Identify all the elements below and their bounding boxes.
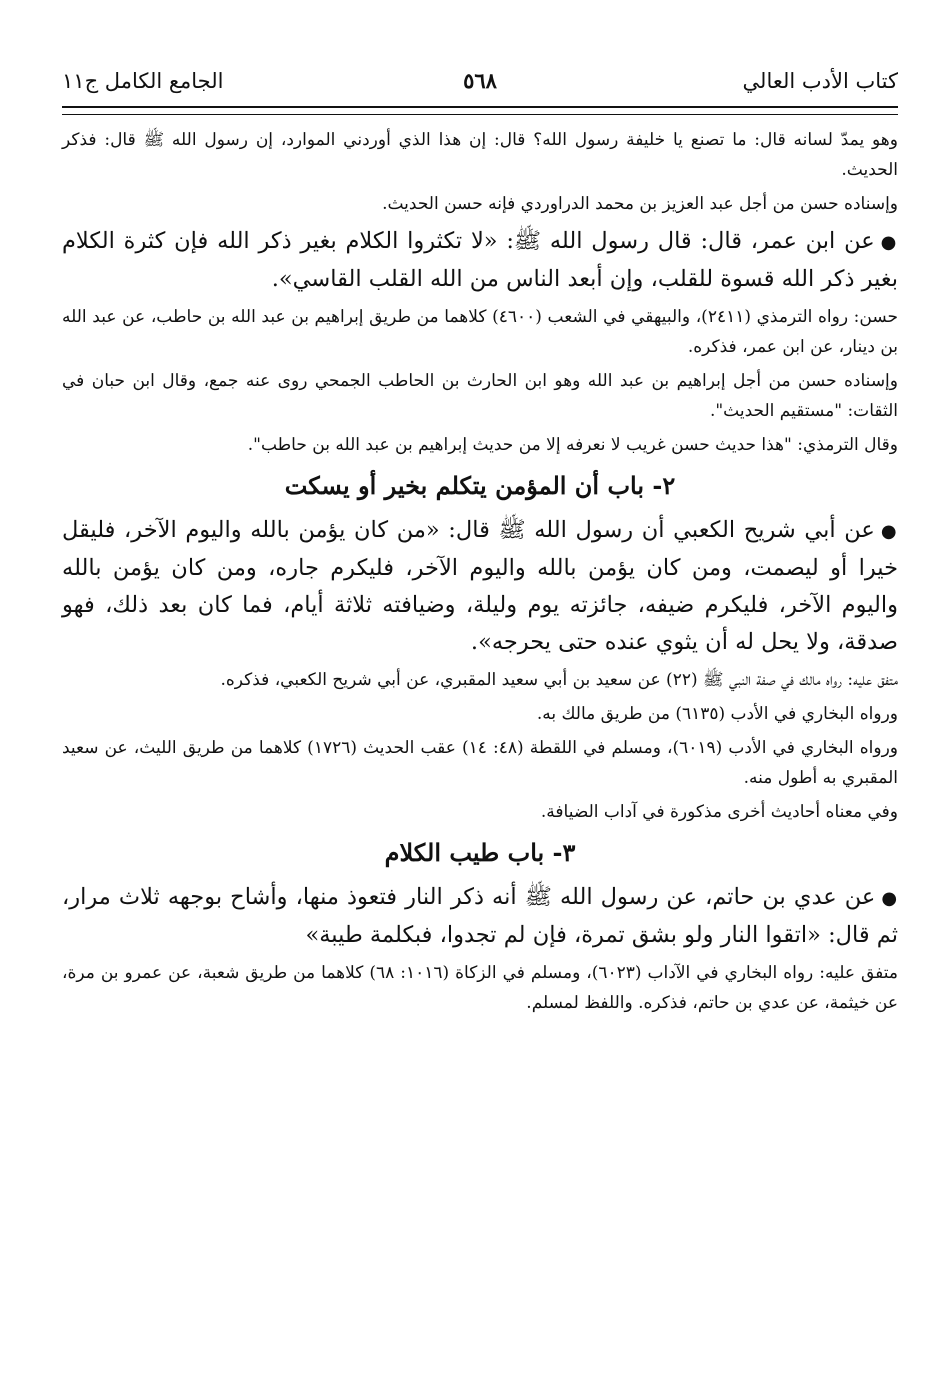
series-title: الجامع الكامل ج١١ — [62, 69, 224, 93]
commentary-paragraph: وهو يمدّ لسانه قال: ما تصنع يا خليفة رسول الله؟ قال: إن هذا الذي أوردني الموارد، إن رسول الله ﷺ قال: فذكر الحديث. — [62, 130, 898, 180]
hadith-paragraph — [62, 879, 898, 954]
hadith-paragraph — [62, 512, 898, 661]
hadith-text: عن أبي شريح الكعبي أن رسول الله ﷺ قال: «من كان يؤمن بالله واليوم الآخر، فليقل خيرا أو ليصمت، ومن كان يؤمن بالله واليوم الآخر، فليكرم جاره، ومن كان يؤمن بالله واليوم الآخر، فليكرم ضيفه، جائزته يوم وليلة، وضيافته ثلاثة أيام، فما كان بعد ذلك، فهو صدقة، ولا يحل له أن يثوي عنده حتى يحرجه». — [62, 517, 898, 655]
hadith-paragraph — [62, 223, 898, 298]
page-content — [62, 125, 898, 1018]
commentary-paragraph: وقال الترمذي: "هذا حديث حسن غريب لا نعرفه إلا من حديث إبراهيم بن عبد الله بن حاطب". — [247, 435, 898, 455]
page-number: ٥٦٨ — [463, 68, 497, 93]
commentary-paragraph: متفق عليه: رواه البخاري في الآداب (٦٠٢٣)، ومسلم في الزكاة (١٠١٦: ٦٨) كلاهما من طريق شعبة، عن عمرو بن مرة، عن خيثمة، عن عدي بن حاتم، فذكره. واللفظ لمسلم. — [62, 963, 898, 1013]
chapter-heading: ٣- باب طيب الكلام — [384, 838, 576, 867]
commentary-paragraph: وإسناده حسن من أجل إبراهيم بن عبد الله وهو ابن الحارث بن الحاطب الجمحي روى عنه جمع، وقال ابن حبان في الثقات: "مستقيم الحديث". — [62, 371, 898, 421]
bullet-icon: ● — [880, 521, 898, 542]
commentary-paragraph: ورواه البخاري في الأدب (٦٠١٩)، ومسلم في اللقطة (٤٨: ١٤) عقب الحديث (١٧٢٦) كلاهما من طريق الليث، عن سعيد المقبري به أطول منه. — [62, 738, 899, 788]
hadith-text: عن ابن عمر، قال: قال رسول الله ﷺ: «لا تكثروا الكلام بغير ذكر الله فإن كثرة الكلام بغير ذكر الله قسوة للقلب، وإن أبعد الناس من الله القلب القاسي». — [62, 228, 898, 292]
hadith-text: عن عدي بن حاتم، عن رسول الله ﷺ أنه ذكر النار فتعوذ منها، وأشاح بوجهه ثلاث مرار، ثم قال: «اتقوا النار ولو بشق تمرة، فإن لم تجدوا، فبكلمة طيبة» — [62, 884, 898, 948]
commentary-paragraph: وفي معناه أحاديث أخرى مذكورة في آداب الضيافة. — [540, 802, 898, 822]
bullet-icon: ● — [880, 232, 898, 253]
page-header — [62, 58, 898, 104]
commentary-paragraph: ورواه البخاري في الأدب (٦١٣٥) من طريق مالك به. — [536, 704, 898, 724]
header-rule-thick — [62, 106, 898, 108]
chapter-heading: ٢- باب أن المؤمن يتكلم بخير أو يسكت — [284, 471, 676, 500]
book-title: كتاب الأدب العالي — [742, 69, 898, 93]
commentary-paragraph: حسن: رواه الترمذي (٢٤١١)، والبيهقي في الشعب (٤٦٠٠) كلاهما من طريق إبراهيم بن عبد الله بن حاطب، عن عبد الله بن دينار، عن ابن عمر، فذكره. — [62, 307, 899, 357]
book-page — [62, 58, 898, 1338]
commentary-paragraph: وإسناده حسن من أجل عبد العزيز بن محمد الدراوردي فإنه حسن الحديث. — [382, 194, 898, 214]
header-rule-thin — [62, 114, 898, 115]
commentary-paragraph: متفق عليه: رواه مالك في صفة النبي ﷺ (٢٢) عن سعيد بن أبي سعيد المقبري، عن أبي شريح الكعبي، فذكره. — [220, 670, 898, 690]
bullet-icon: ● — [881, 888, 898, 909]
